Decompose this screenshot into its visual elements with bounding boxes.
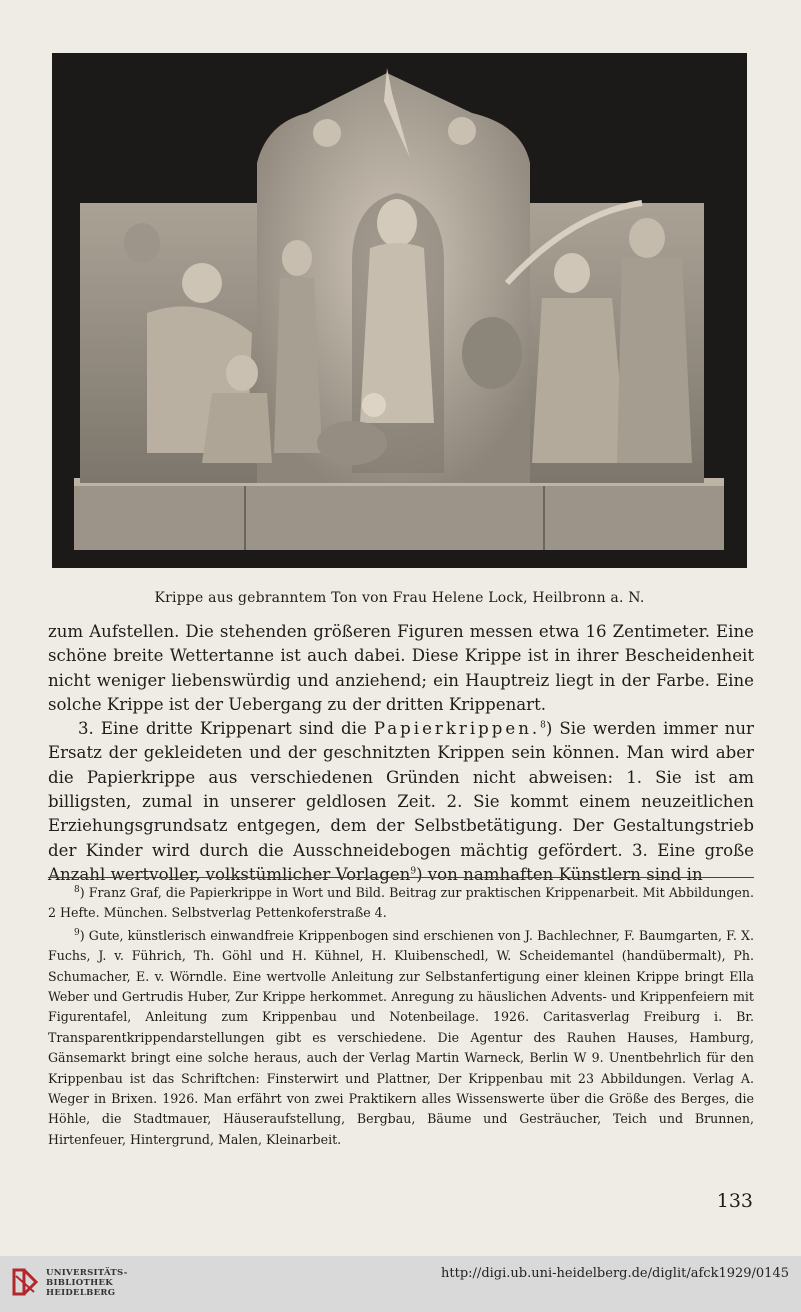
paragraph-1: zum Aufstellen. Die stehenden größeren Figuren messen etwa 16 Zentimeter. Eine schöne breite Wettertanne ist auch dabei. Diese Krippe ist in ihrer Bescheidenheit nicht weniger liebenswürdig und anziehend; ein Hauptreiz liegt in der Farbe. Eine solche Krippe ist der Uebergang zu der dritten Krippenart. [48, 622, 754, 714]
logo-line-1: UNIVERSITÄTS- [46, 1268, 128, 1278]
paragraph-2-end: ) von namhaften Künstlern sind in [416, 864, 703, 884]
nativity-photo [52, 53, 747, 568]
footnote-8-text: ) Franz Graf, die Papierkrippe in Wort und Bild. Beitrag zur praktischen Krippenarbeit. Mit Abbildungen. 2 Hefte. München. Selbstverlag Pettenkoferstraße 4. [48, 885, 754, 921]
heidelberg-logo-icon [10, 1266, 40, 1298]
paragraph-2-spaced-term: Papierkrippen. [373, 719, 541, 739]
page-url[interactable]: http://digi.ub.uni-heidelberg.de/diglit/afck1929/0145 [441, 1266, 789, 1281]
library-logo-text [46, 1268, 128, 1298]
clay-nativity-relief-image [52, 53, 747, 568]
logo-line-3: HEIDELBERG [46, 1288, 116, 1298]
footnotes [48, 883, 754, 1152]
paragraph-2-mid: ) Sie werden immer nur Ersatz der gekleideten und der geschnitzten Krippen sein können. Man wird aber die Papierkrippe aus verschiedenen Gründen nicht abweisen: 1. Sie ist am billigsten, zumal in unserer geldlosen Zeit. 2. Sie kommt einem neuzeitlichen Erziehungsgrundsatz entgegen, dem der Selbstbetätigung. Der Gestaltungstrieb der Kinder wird durch die Ausschneidebogen mächtig gefördert. 3. Eine große Anzahl wertvoller, volkstümlicher Vorlagen [48, 719, 754, 884]
footnote-8 [48, 883, 754, 924]
main-text [48, 620, 754, 887]
footnote-ref-8[interactable]: 8 [540, 720, 546, 731]
paragraph-2-start: 3. Eine dritte Krippenart sind die [78, 719, 374, 739]
footnote-9 [48, 926, 754, 1150]
logo-line-2: BIBLIOTHEK [46, 1278, 113, 1288]
footnote-8-marker: 8 [74, 884, 80, 895]
footnote-9-text: ) Gute, künstlerisch einwandfreie Krippenbogen sind erschienen von J. Bachlechner, F. Baumgarten, F. X. Fuchs, J. v. Führich, Th. Göhl und H. Kühnel, H. Kluibenschedl, W. Scheidemantel (handübermalt), Ph. Schumacher, E. v. Wörndle. Eine wertvolle Anleitung zur Selbstanfertigung einer kleinen Krippe bringt Ella Weber und Gertrudis Huber, Zur Krippe herkommet. Anregung zu häuslichen Advents- und Krippenfeiern mit Figurentafel, Anleitung zum Krippenbau und Notenbeilage. 1926. Caritasverlag Freiburg i. Br. Transparentkrippendarstellungen gibt es verschiedene. Die Agentur des Rauhen Hauses, Hamburg, Gänsemarkt bringt eine solche heraus, auch der Verlag Martin Warneck, Berlin W 9. Unentbehrlich für den Krippenbau ist das Schriftchen: Finsterwirt und Plattner, Der Krippenbau mit 23 Abbildungen. Verlag A. Weger in Brixen. 1926. Man erfährt von zwei Praktikern alles Wissenswerte über die Größe des Berges, die Höhle, die Stadtmauer, Häuseraufstellung, Bergbau, Bäume und Gesträucher, Teich und Brunnen, Hirtenfeuer, Hintergrund, Malen, Kleinarbeit. [48, 927, 754, 1147]
page-number: 133 [716, 1190, 753, 1212]
paragraph-2 [48, 717, 754, 887]
figure-caption: Krippe aus gebranntem Ton von Frau Helene Lock, Heilbronn a. N. [154, 590, 645, 606]
footnote-divider [48, 877, 754, 878]
footnote-9-marker: 9 [74, 927, 80, 938]
footnote-ref-9[interactable]: 9 [410, 866, 417, 877]
library-logo[interactable] [10, 1262, 150, 1306]
